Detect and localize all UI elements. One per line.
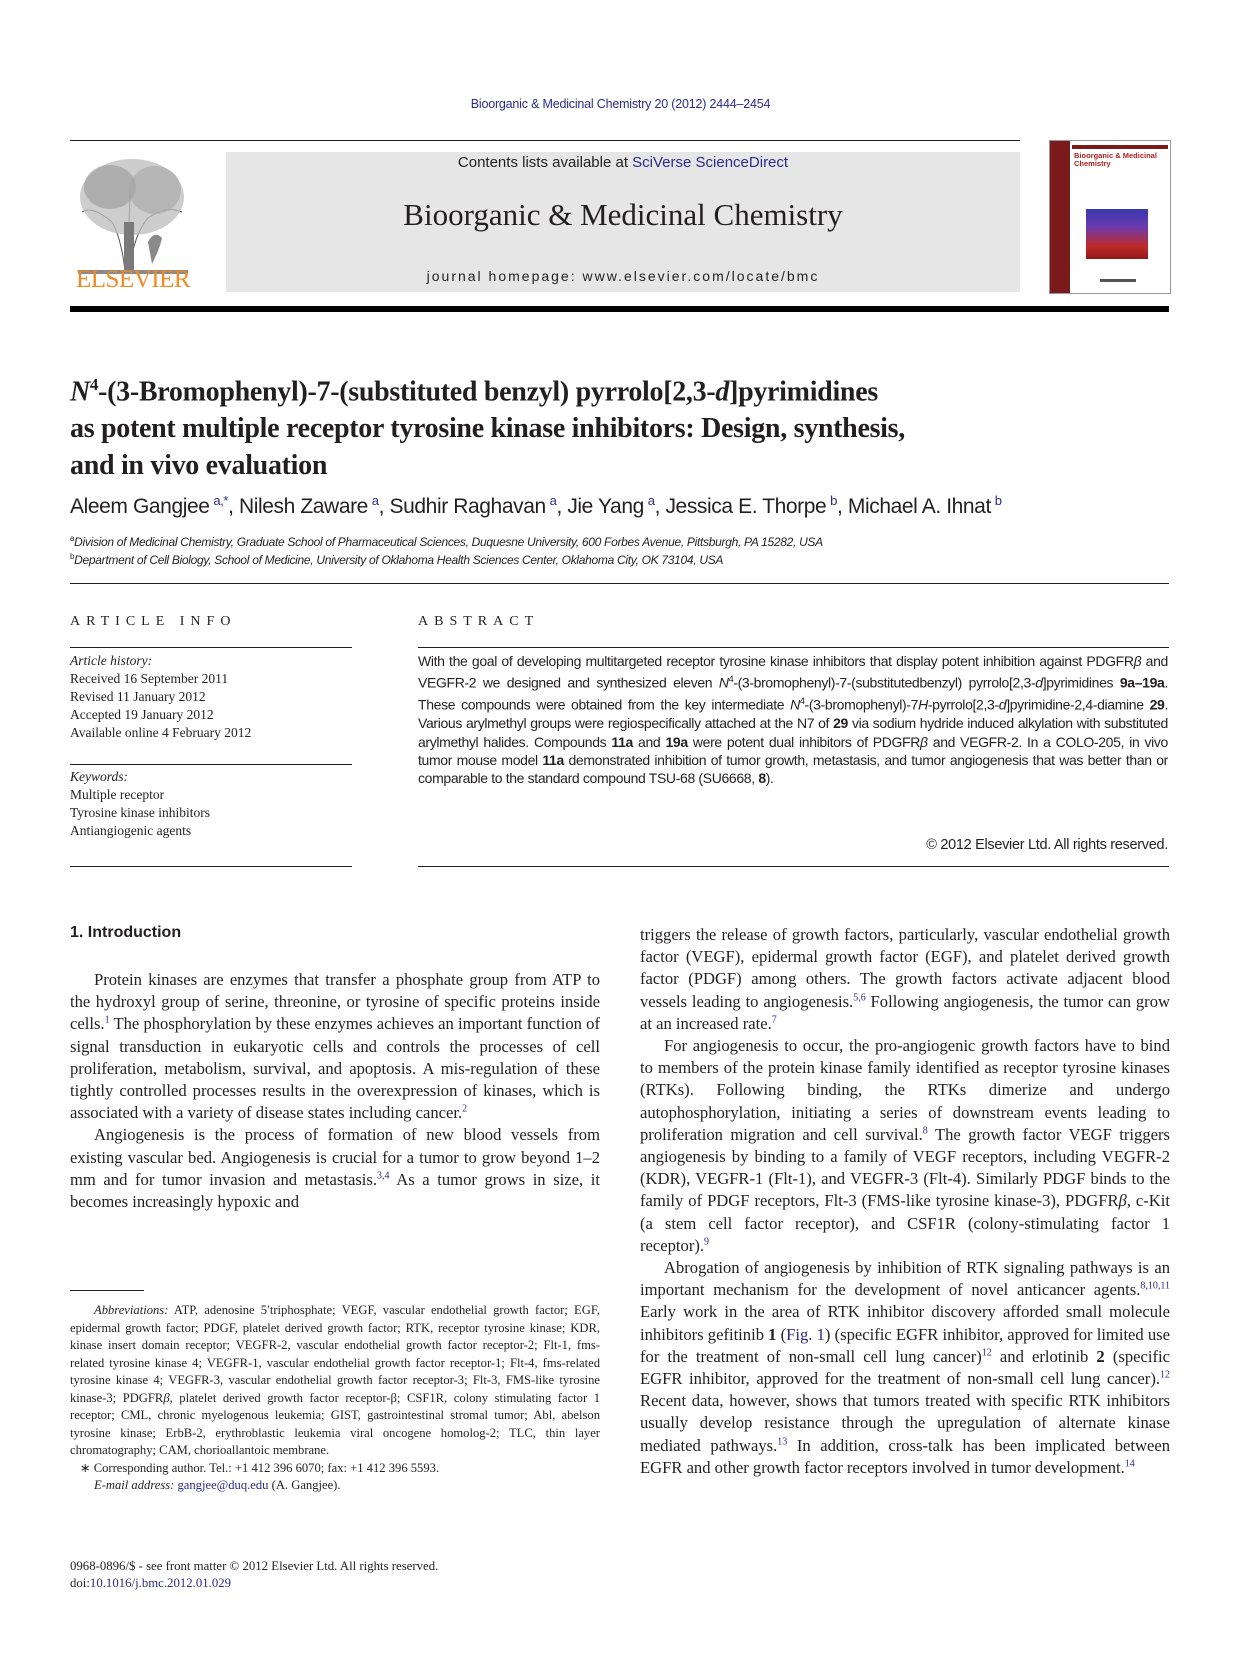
abbreviations-footnote: Abbreviations: ATP, adenosine 5′triphosphate; VEGF, vascular endothelial growth factor; EGF, epidermal growth factor; PDGF, platelet derived growth factor; RTK, receptor tyrosine kinase; KDR, kinase insert domain receptor; VEGFR-2, vascular endothelial growth factor receptor-2; Flt-1, fms-related tyrosine kinase 4; VEGFR-1, vascular endothelial growth factor receptor-1; Flt-4, fms-related tyrosine kinase 4; VEGFR-3, vascular endothelial growth factor receptor-3; Flt-3, FMS-like tyrosine kinase-3; PDGFRβ, platelet derived growth factor receptor-β; CSF1R, colony stimulating factor 1 receptor; CML, chronic myelogenous leukemia; GIST, gastrointestinal stromal tumor; Abl, abelson tyrosine kinase; ErbB-2, erythroblastic leukemia viral oncogene homolog-2; TLC, thin layer chromatography; CAM, chorioallantoic membrane.	[70, 1303, 600, 1457]
citation-link[interactable]: 14	[1124, 1458, 1135, 1470]
author[interactable]: Jessica E. Thorpe $^b$	[665, 493, 837, 518]
author[interactable]: Michael A. Ihnat $^b$	[847, 493, 1002, 518]
article-info-rule	[70, 647, 352, 648]
paragraph: Angiogenesis is the process of formation of new blood vessels from existing vascular bed. Angiogenesis is crucial for a tumor to grow beyond 1–2 mm and for tumor invasion and metastasis.$^{3,4}$ As a tumor grows in size, it becomes increasingly hypoxic and	[70, 1125, 600, 1212]
abstract-copyright: © 2012 Elsevier Ltd. All rights reserved.	[926, 837, 1168, 853]
affiliation-b: $^b$Department of Cell Biology, School of Medicine, University of Oklahoma Health Sciences Center, Oklahoma City, OK 73104, USA	[70, 552, 724, 567]
citation-link[interactable]: 9	[704, 1236, 710, 1248]
keyword: Multiple receptor	[70, 787, 165, 802]
footnote-rule	[70, 1290, 144, 1291]
article-title: $N^4-(3-Bromophenyl)-7-(substituted$ benzyl) pyrrolo[2,3-d]pyrimidines as potent multiple receptor tyrosine kinase inhibitors: Design, synthesis, and in vivo evaluation	[70, 375, 905, 482]
author[interactable]: Sudhir Raghavan $^a$	[389, 493, 557, 518]
cover-spine	[1050, 141, 1070, 293]
header-thick-rule	[70, 306, 1169, 312]
front-matter: 0968-0896/$ - see front matter © 2012 Elsevier Ltd. All rights reserved. doi:10.1016/j.bmc.2012.01.029	[70, 1559, 439, 1590]
footnotes	[70, 1302, 600, 1495]
history-received: Received 16 September 2011	[70, 671, 229, 686]
journal-reference[interactable]: Bioorganic & Medicinal Chemistry 20 (2012) 2444–2454	[470, 97, 771, 111]
journal-cover-thumbnail[interactable]	[1049, 140, 1171, 294]
author[interactable]: Nilesh Zaware $^a$	[238, 493, 379, 518]
citation-link[interactable]: 7	[771, 1014, 777, 1026]
keyword: Tyrosine kinase inhibitors	[70, 805, 211, 820]
journal-homepage[interactable]: journal homepage: www.elsevier.com/locate/bmc	[426, 268, 820, 284]
keywords: Keywords: Multiple receptor Tyrosine kinase inhibitors Antiangiogenic agents	[70, 768, 352, 840]
doi-link[interactable]: 10.1016/j.bmc.2012.01.029	[89, 1576, 232, 1590]
history-accepted: Accepted 19 January 2012	[70, 707, 214, 722]
citation-link[interactable]: 8,10,11	[1140, 1280, 1170, 1292]
cover-image	[1086, 209, 1148, 259]
cover-footer	[1100, 279, 1136, 282]
author[interactable]: Aleem Gangjee $^{a,*}$	[70, 493, 229, 518]
corresponding-author-footnote: ∗ Corresponding author. Tel.: +1 412 396 6070; fax: +1 412 396 5593.	[80, 1460, 440, 1475]
abstract-bottom-rule	[418, 866, 1169, 867]
affiliation-rule	[70, 583, 1169, 584]
body-left-column	[70, 969, 600, 1213]
abstract-heading: ABSTRACT	[418, 614, 540, 629]
article-info-heading: ARTICLE INFO	[70, 614, 237, 629]
paragraph: For angiogenesis to occur, the pro-angiogenic growth factors have to bind to members of the protein kinase family identified as receptor tyrosine kinases (RTKs). Following binding, the RTKs dimerize and undergo autophosphorylation, initiating a series of downstream events leading to proliferation migration and cell survival.$^8$ The growth factor VEGF triggers angiogenesis by binding to a family of VEGF receptors, including VEGFR-2 (KDR), VEGFR-1 (Flt-1), and VEGFR-3 (Flt-4). Similarly PDGF binds to the family of PDGF receptors, Flt-3 (FMS-like tyrosine kinase-3), PDGFRβ, c-Kit (a stem cell factor receptor), and CSF1R (colony-stimulating factor 1 receptor).$^9$	[640, 1036, 1170, 1255]
email-link[interactable]: gangjee@duq.edu	[177, 1478, 269, 1492]
paragraph: Protein kinases are enzymes that transfer a phosphate group from ATP to the hydroxyl group of serine, threonine, or tyrosine of specific proteins inside cells.$^1$ The phosphorylation by these enzymes achieves an important function of signal transduction in eukaryotic cells and controls the processes of cell proliferation, metabolism, survival, and apoptosis. A mis-regulation of these tightly controlled processes results in the overexpression of kinases, which is associated with a variety of disease states including cancer.$^2$	[70, 970, 600, 1123]
article-history: Article history: Received 16 September 2011 Revised 11 January 2012 Accepted 19 January 2012 Available online 4 February 2012	[70, 652, 352, 742]
cover-topbar	[1072, 145, 1168, 149]
affiliation-a: $^a$Division of Medicinal Chemistry, Graduate School of Pharmaceutical Sciences, Duquesne University, 600 Forbes Avenue, Pittsburgh, PA 15282, USA	[70, 534, 823, 549]
abstract-rule	[418, 647, 1169, 648]
journal-banner	[226, 152, 1020, 292]
citation-link[interactable]: 5,6	[853, 992, 866, 1004]
keyword: Antiangiogenic agents	[70, 823, 192, 838]
abstract-text: With the goal of developing multitargeted receptor tyrosine kinase inhibitors that display potent inhibition against PDGFRβ and VEGFR-2 we designed and synthesized eleven $N^4-(3-bromophenyl)-7-(substitutedbenzyl)$ pyrrolo[2,3-d]pyrimidines 9a–19a. These compounds were obtained from the key intermediate $N^4-(3-bromophenyl)-7H-pyrrolo[2,3-d]pyrimidine-2,4$-diamine 29. Various arylmethyl groups were regiospecifically attached at the N7 of 29 via sodium hydride induced alkylation with substituted arylmethyl halides. Compounds 11a and 19a were potent dual inhibitors of PDGFRβ and VEGFR-2. In a COLO-205, in vivo tumor mouse model 11a demonstrated inhibition of tumor growth, metastasis, and tumor angiogenesis that was better than or comparable to the standard compound TSU-68 (SU6668, 8).	[418, 653, 1169, 787]
citation-link[interactable]: 2	[462, 1103, 468, 1115]
history-revised: Revised 11 January 2012	[70, 689, 206, 704]
contents-availability: Contents lists available at SciVerse ScienceDirect	[457, 154, 789, 171]
author-list: Aleem Gangjee $^{a,*}$, Nilesh Zaware $^a$, Sudhir Raghavan $^a$, Jie Yang $^a$, Jessica E. Thorpe $^b$, Michael A. Ihnat $^b$	[70, 493, 1002, 518]
citation-link[interactable]: 13	[777, 1436, 788, 1448]
elsevier-logo[interactable]	[70, 152, 196, 294]
header-rule	[70, 140, 1020, 141]
email-footnote: E-mail address: gangjee@duq.edu (A. Gangjee).	[94, 1478, 341, 1492]
keywords-rule	[70, 764, 352, 765]
elsevier-wordmark: ELSEVIER	[75, 266, 191, 293]
article-info-bottom-rule	[70, 866, 352, 867]
body-right-column	[640, 924, 1170, 1479]
figure-link[interactable]: Fig. 1	[786, 1324, 825, 1344]
paragraph: Abrogation of angiogenesis by inhibition of RTK signaling pathways is an important mechanism for the development of novel anticancer agents.$^{8,10,11}$ Early work in the area of RTK inhibitor discovery afforded small molecule inhibitors gefitinib 1 (Fig. 1) (specific EGFR inhibitor, approved for limited use for the treatment of non-small cell lung cancer)$^{12}$ and erlotinib 2 (specific EGFR inhibitor, approved for the treatment of non-small cell lung cancer).$^{12}$ Recent data, however, shows that tumors treated with specific RTK inhibitors usually develop resistance through the upregulation of alternate kinase mediated pathways.$^{13}$ In addition, cross-talk has been implicated between EGFR and other growth factor receptors involved in tumor development.$^{14}$	[640, 1258, 1170, 1477]
citation-link[interactable]: 8	[922, 1125, 928, 1137]
author[interactable]: Jie Yang $^a$	[567, 493, 655, 518]
citation-link[interactable]: 3,4	[377, 1170, 390, 1182]
citation-link[interactable]: 1	[104, 1014, 110, 1026]
citation-link[interactable]: 12	[981, 1347, 992, 1359]
sciencedirect-link[interactable]: SciVerse ScienceDirect	[632, 154, 789, 171]
history-online: Available online 4 February 2012	[70, 725, 252, 740]
paragraph: triggers the release of growth factors, particularly, vascular endothelial growth factor (VEGF), epidermal growth factor (EGF), and platelet derived growth factor (PDGF) among others. The growth factors activate adjacent blood vessels leading to angiogenesis.$^{5,6}$ Following angiogenesis, the tumor can grow at an increased rate.$^7$	[640, 925, 1170, 1033]
journal-title: Bioorganic & Medicinal Chemistry	[403, 197, 843, 232]
section-heading-introduction: 1. Introduction	[70, 924, 182, 941]
cover-title: Bioorganic & Medicinal Chemistry	[1074, 151, 1157, 168]
citation-link[interactable]: 12	[1160, 1369, 1170, 1381]
